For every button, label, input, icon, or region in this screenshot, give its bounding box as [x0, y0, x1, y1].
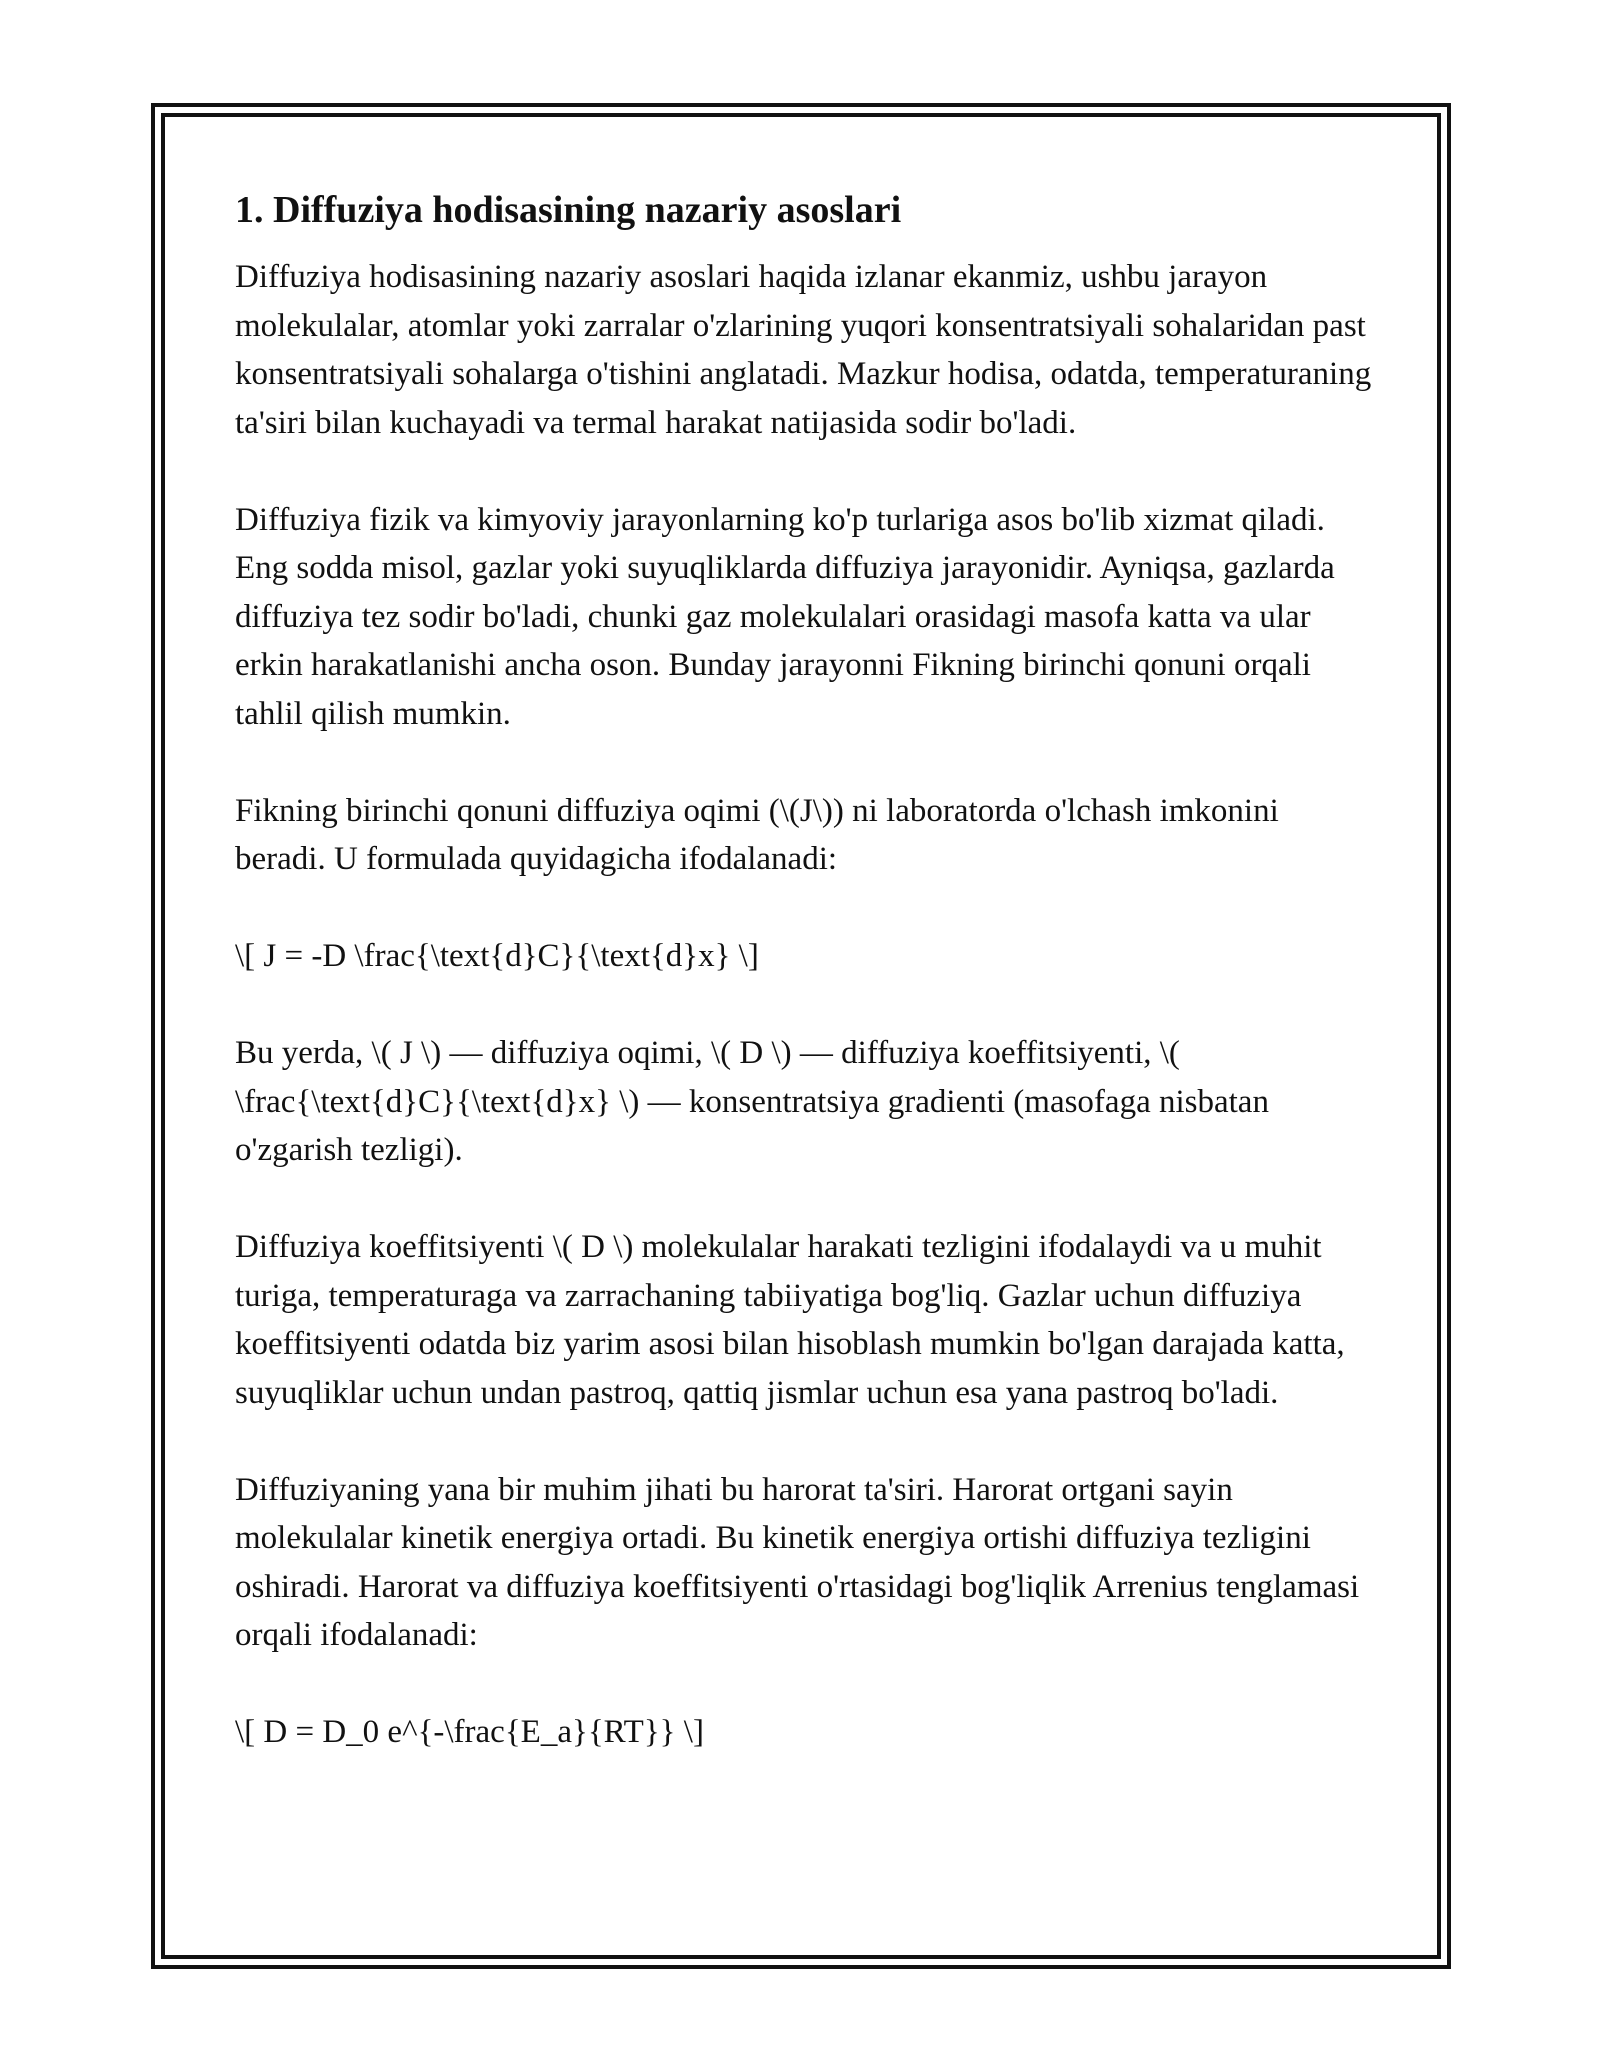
formula-fick-law: \[ J = -D \frac{\text{d}C}{\text{d}x} \] [235, 938, 759, 974]
paragraph-temperature-effect: Diffuziyaning yana bir muhim jihati bu harorat ta'siri. Harorat ortgani sayin molekulalar kinetik energiya ortadi. Bu kinetik energiya ortishi diffuziya tezligini oshiradi. Harorat va diffuziya koeffitsiyenti o'rtasidagi bog'liqlik Arrenius tenglamasi orqali ifodalanadi: [235, 1471, 1360, 1653]
paragraph-fick-law-intro: Fikning birinchi qonuni diffuziya oqimi (\(J\)) ni laboratorda o'lchash imkonini beradi. U formulada quyidagicha ifodalanadi: [235, 792, 1279, 877]
document-body [235, 185, 1375, 1805]
paragraph-examples: Diffuziya fizik va kimyoviy jarayonlarning ko'p turlariga asos bo'lib xizmat qiladi. Eng sodda misol, gazlar yoki suyuqliklarda diffuziya jarayonidir. Ayniqsa, gazlarda diffuziya tez sodir bo'ladi, chunki gaz molekulalari orasidagi masofa katta va ular erkin harakatlanishi ancha oson. Bunday jarayonni Fikning birinchi qonuni orqali tahlil qilish mumkin. [235, 501, 1335, 732]
formula-arrhenius: \[ D = D_0 e^{-\frac{E_a}{RT}} \] [235, 1714, 704, 1750]
paragraph-formula-explanation: Bu yerda, \( J \) — diffuziya oqimi, \( D \) — diffuziya koeffitsiyenti, \( \frac{\text{d}C}{\text{d}x} \) — konsentratsiya gradienti (masofaga nisbatan o'zgarish tezligi). [235, 1035, 1269, 1168]
paragraph-definition: Diffuziya hodisasining nazariy asoslari haqida izlanar ekanmiz, ushbu jarayon molekulalar, atomlar yoki zarralar o'zlarining yuqori konsentratsiyali sohalaridan past konsentratsiyali sohalarga o'tishini anglatadi. Mazkur hodisa, odatda, temperaturaning ta'siri bilan kuchayadi va termal harakat natijasida sodir bo'ladi. [235, 259, 1372, 441]
section-heading: 1. Diffuziya hodisasining nazariy asoslari [235, 189, 902, 231]
paragraph-diffusion-coefficient: Diffuziya koeffitsiyenti \( D \) molekulalar harakati tezligini ifodalaydi va u muhit turiga, temperaturaga va zarrachaning tabiiyatiga bog'liq. Gazlar uchun diffuziya koeffitsiyenti odatda biz yarim asosi bilan hisoblash mumkin bo'lgan darajada katta, suyuqliklar uchun undan pastroq, qattiq jismlar uchun esa yana pastroq bo'ladi. [235, 1229, 1345, 1411]
